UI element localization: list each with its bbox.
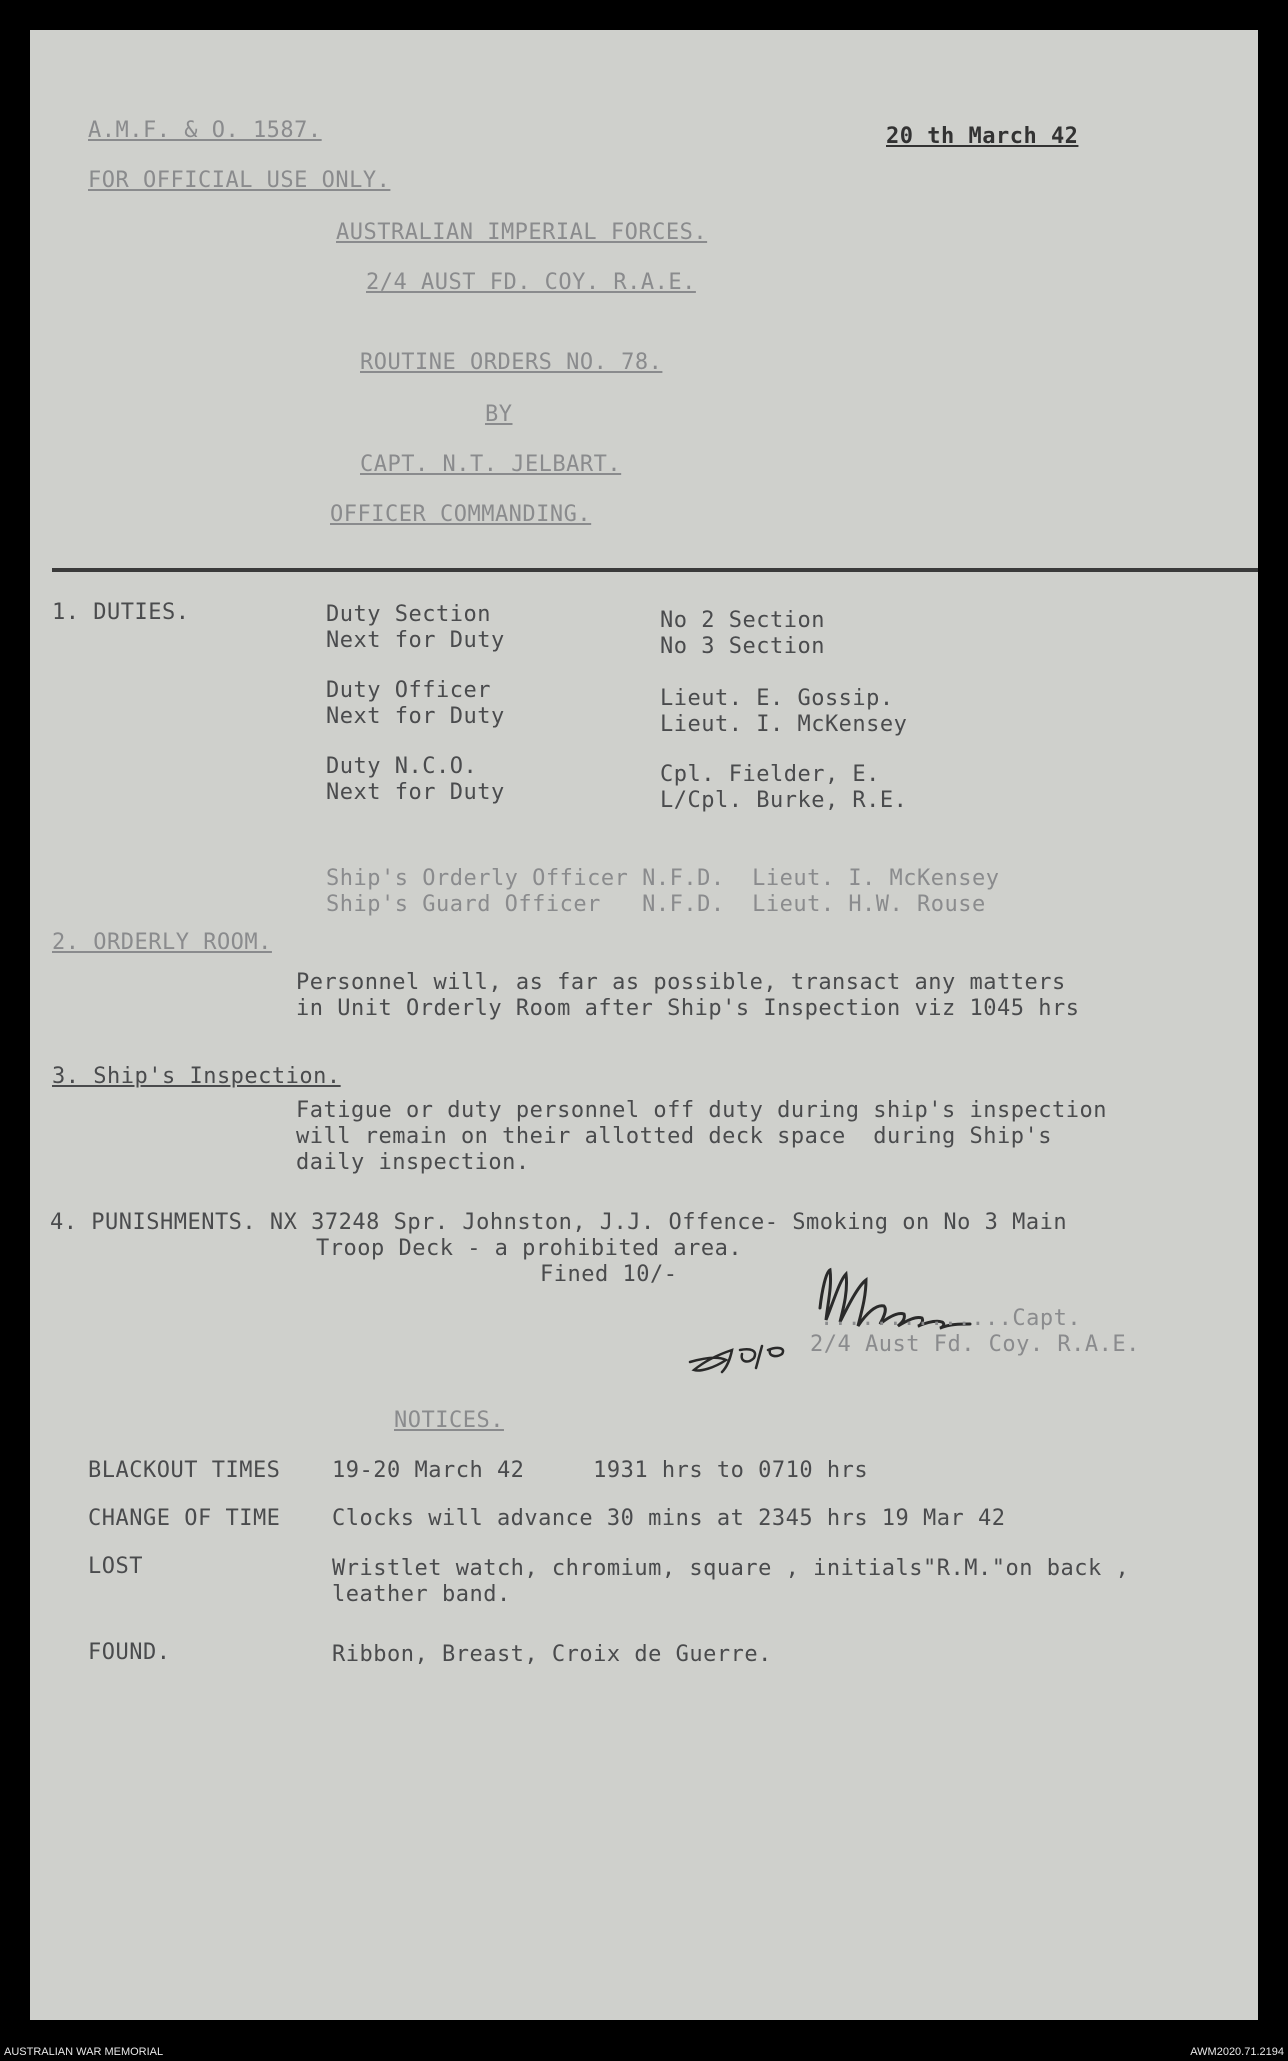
punishments-text: Troop Deck - a prohibited area. — [316, 1236, 743, 1261]
duty-label: Duty Section — [326, 602, 491, 627]
signature-unit: 2/4 Aust Fd. Coy. R.A.E. — [810, 1332, 1140, 1357]
notice-label: FOUND. — [88, 1640, 171, 1665]
notices-heading: NOTICES. — [394, 1408, 504, 1433]
inspection-text: will remain on their allotted deck space during Ship's — [296, 1124, 1052, 1149]
duty-label: Next for Duty — [326, 704, 505, 729]
by-label: BY — [485, 402, 513, 427]
punishments-fine: Fined 10/- — [540, 1262, 678, 1287]
duty-label: Duty Officer — [326, 678, 491, 703]
footer-accession: AWM2020.71.2194 — [1190, 2046, 1284, 2058]
orderly-room-text: in Unit Orderly Room after Ship's Inspection viz 1045 hrs — [296, 996, 1080, 1021]
duty-label: Next for Duty — [326, 628, 505, 653]
duties-heading: 1. DUTIES. — [52, 600, 190, 625]
restriction-notice: FOR OFFICIAL USE ONLY. — [88, 168, 391, 193]
document-date: 20 th March 42 — [886, 124, 1079, 149]
ship-orderly-officer: Ship's Orderly Officer N.F.D. Lieut. I. McKensey — [326, 866, 1000, 891]
orderly-room-heading: 2. ORDERLY ROOM. — [52, 930, 272, 955]
orderly-room-text: Personnel will, as far as possible, transact any matters — [296, 970, 1066, 995]
ship-guard-officer: Ship's Guard Officer N.F.D. Lieut. H.W. Rouse — [326, 892, 986, 917]
unit-title: 2/4 AUST FD. COY. R.A.E. — [366, 270, 696, 295]
officer-name: CAPT. N.T. JELBART. — [360, 452, 622, 477]
notice-value: Wristlet watch, chromium, square , initials"R.M."on back , — [332, 1556, 1130, 1581]
inspection-text: Fatigue or duty personnel off duty during ship's inspection — [296, 1098, 1107, 1123]
duty-label: Next for Duty — [326, 780, 505, 805]
inspection-text: daily inspection. — [296, 1150, 530, 1175]
duty-label: Duty N.C.O. — [326, 754, 478, 779]
notice-label: CHANGE OF TIME — [88, 1506, 281, 1531]
footer-source: AUSTRALIAN WAR MEMORIAL — [4, 2046, 164, 2058]
force-title: AUSTRALIAN IMPERIAL FORCES. — [336, 220, 708, 245]
duty-value: No 2 Section — [660, 608, 825, 633]
punishments-text: 4. PUNISHMENTS. NX 37248 Spr. Johnston, J.J. Offence- Smoking on No 3 Main — [50, 1210, 1068, 1235]
notice-value: Clocks will advance 30 mins at 2345 hrs 19 Mar 42 — [332, 1506, 1006, 1531]
notice-value: Ribbon, Breast, Croix de Guerre. — [332, 1642, 772, 1667]
notice-label: BLACKOUT TIMES — [88, 1458, 281, 1483]
inspection-heading: 3. Ship's Inspection. — [52, 1064, 341, 1089]
reference-number: A.M.F. & O. 1587. — [88, 118, 322, 143]
signature-rank: ..............Capt. — [820, 1306, 1082, 1331]
document-page — [30, 30, 1258, 2020]
notice-value: 19-20 March 42 1931 hrs to 0710 hrs — [332, 1458, 869, 1483]
notice-label: LOST — [88, 1554, 143, 1579]
duty-value: Cpl. Fielder, E. — [660, 762, 880, 787]
duty-value: L/Cpl. Burke, R.E. — [660, 788, 908, 813]
officer-title: OFFICER COMMANDING. — [330, 502, 592, 527]
duty-value: No 3 Section — [660, 634, 825, 659]
notice-value: leather band. — [332, 1582, 511, 1607]
duty-value: Lieut. E. Gossip. — [660, 686, 894, 711]
header-divider — [52, 568, 1258, 572]
orders-title: ROUTINE ORDERS NO. 78. — [360, 350, 663, 375]
duty-value: Lieut. I. McKensey — [660, 712, 908, 737]
